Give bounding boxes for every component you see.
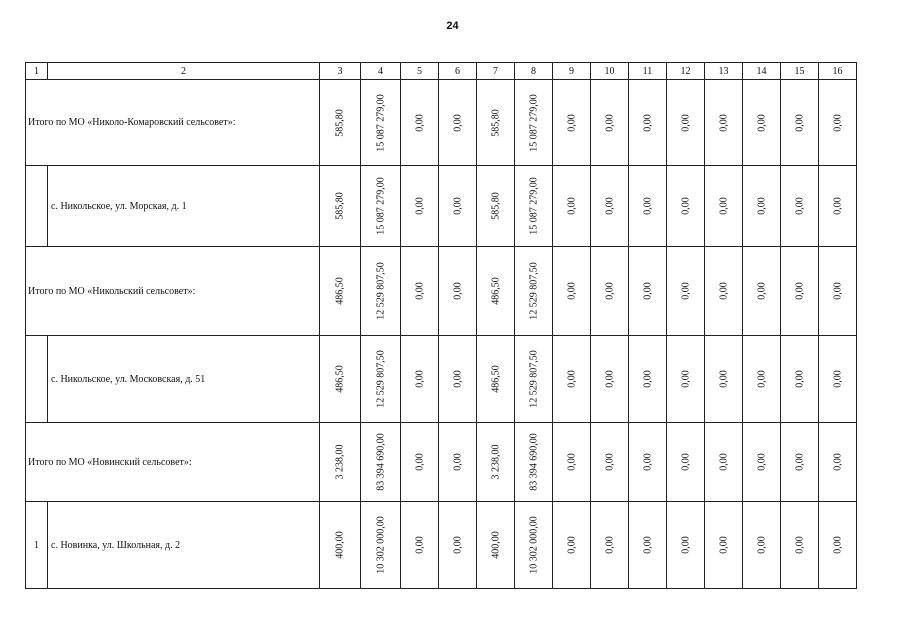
value-text: 486,50 bbox=[334, 277, 346, 305]
value-cell bbox=[477, 247, 515, 336]
value-text: 0,00 bbox=[604, 536, 615, 554]
value-text: 0,00 bbox=[642, 113, 653, 132]
column-header: 14 bbox=[743, 63, 781, 80]
value-text: 10 302 000,00 bbox=[528, 516, 539, 574]
column-header: 10 bbox=[591, 63, 629, 80]
value-text: 0,00 bbox=[756, 113, 767, 132]
table-row bbox=[26, 336, 857, 423]
row-index bbox=[26, 166, 48, 247]
value-text: 0,00 bbox=[452, 536, 463, 554]
value-cell bbox=[591, 247, 629, 336]
row-index bbox=[26, 336, 48, 423]
value-text: 3 238,00 bbox=[334, 444, 346, 480]
value-text: 0,00 bbox=[642, 197, 653, 215]
value-cell bbox=[553, 502, 591, 589]
value-cell bbox=[361, 502, 401, 589]
address-label: с. Новинка, ул. Школьная, д. 2 bbox=[51, 539, 181, 551]
value-cell bbox=[629, 166, 667, 247]
total-label: Итого по МО «Никольский сельсовет»: bbox=[28, 285, 196, 297]
value-text: 585,80 bbox=[490, 108, 501, 137]
value-cell bbox=[667, 336, 705, 423]
value-cell bbox=[320, 502, 361, 589]
value-cell bbox=[591, 423, 629, 502]
value-cell bbox=[553, 247, 591, 336]
value-text: 0,00 bbox=[566, 370, 577, 388]
value-text: 0,00 bbox=[452, 453, 463, 471]
value-text: 0,00 bbox=[794, 197, 805, 215]
value-cell bbox=[629, 247, 667, 336]
value-text: 0,00 bbox=[566, 453, 577, 471]
value-cell bbox=[553, 336, 591, 423]
column-header: 5 bbox=[401, 63, 439, 80]
value-cell bbox=[743, 423, 781, 502]
value-text: 12 529 807,50 bbox=[528, 262, 539, 320]
page-number: 24 bbox=[446, 20, 459, 32]
value-text: 400,00 bbox=[334, 531, 346, 559]
address-cell bbox=[48, 502, 320, 589]
value-text: 585,80 bbox=[334, 192, 346, 220]
value-text: 0,00 bbox=[452, 282, 463, 300]
value-text: 0,00 bbox=[680, 282, 691, 300]
data-table bbox=[25, 62, 857, 589]
value-cell bbox=[743, 502, 781, 589]
column-header: 6 bbox=[439, 63, 477, 80]
value-text: 0,00 bbox=[604, 113, 615, 132]
value-cell bbox=[819, 502, 857, 589]
value-text: 15 087 279,00 bbox=[375, 177, 386, 235]
value-cell bbox=[439, 166, 477, 247]
value-cell bbox=[320, 166, 361, 247]
value-text: 0,00 bbox=[414, 370, 425, 388]
address-cell bbox=[48, 336, 320, 423]
value-cell bbox=[705, 336, 743, 423]
value-cell bbox=[705, 247, 743, 336]
value-cell bbox=[401, 336, 439, 423]
value-text: 0,00 bbox=[642, 453, 653, 471]
value-cell bbox=[320, 336, 361, 423]
total-label: Итого по МО «Николо-Комаровский сельсовет»: bbox=[28, 117, 236, 128]
value-cell bbox=[781, 80, 819, 166]
value-cell bbox=[705, 166, 743, 247]
value-text: 0,00 bbox=[718, 536, 729, 554]
value-cell bbox=[477, 502, 515, 589]
value-cell bbox=[401, 502, 439, 589]
value-text: 0,00 bbox=[452, 370, 463, 388]
value-cell bbox=[439, 336, 477, 423]
value-text: 0,00 bbox=[680, 113, 691, 132]
value-cell bbox=[515, 423, 553, 502]
column-header: 12 bbox=[667, 63, 705, 80]
value-cell bbox=[819, 247, 857, 336]
value-text: 15 087 279,00 bbox=[528, 177, 539, 235]
value-text: 0,00 bbox=[718, 282, 729, 300]
value-text: 12 529 807,50 bbox=[375, 262, 386, 320]
column-header: 16 bbox=[819, 63, 857, 80]
value-text: 0,00 bbox=[680, 453, 691, 471]
value-cell bbox=[477, 423, 515, 502]
value-cell bbox=[401, 247, 439, 336]
row-index: 1 bbox=[26, 502, 48, 589]
column-header: 4 bbox=[361, 63, 401, 80]
value-cell bbox=[629, 336, 667, 423]
value-cell bbox=[361, 166, 401, 247]
value-cell bbox=[439, 423, 477, 502]
total-label: Итого по МО «Новинский сельсовет»: bbox=[28, 456, 192, 468]
value-text: 0,00 bbox=[832, 370, 843, 388]
total-row bbox=[26, 80, 857, 166]
value-text: 0,00 bbox=[680, 370, 691, 388]
value-cell bbox=[361, 247, 401, 336]
column-header: 9 bbox=[553, 63, 591, 80]
value-text: 0,00 bbox=[756, 282, 767, 300]
value-text: 0,00 bbox=[680, 197, 691, 215]
value-cell bbox=[667, 80, 705, 166]
value-text: 0,00 bbox=[832, 197, 843, 215]
value-text: 0,00 bbox=[718, 370, 729, 388]
value-cell bbox=[781, 502, 819, 589]
value-text: 0,00 bbox=[794, 453, 805, 471]
value-cell bbox=[629, 502, 667, 589]
value-text: 0,00 bbox=[414, 453, 425, 471]
value-cell bbox=[743, 166, 781, 247]
value-text: 0,00 bbox=[414, 282, 425, 300]
table-header-row bbox=[26, 63, 857, 80]
column-header: 7 bbox=[477, 63, 515, 80]
value-text: 15 087 279,00 bbox=[528, 93, 539, 152]
value-text: 0,00 bbox=[642, 282, 653, 300]
value-cell bbox=[591, 166, 629, 247]
value-cell bbox=[629, 423, 667, 502]
value-cell bbox=[819, 166, 857, 247]
value-cell bbox=[515, 502, 553, 589]
value-text: 10 302 000,00 bbox=[375, 516, 386, 574]
value-cell bbox=[439, 80, 477, 166]
value-cell bbox=[361, 423, 401, 502]
value-text: 0,00 bbox=[604, 453, 615, 471]
value-text: 0,00 bbox=[832, 282, 843, 300]
value-cell bbox=[439, 247, 477, 336]
value-cell bbox=[781, 423, 819, 502]
value-text: 15 087 279,00 bbox=[375, 93, 386, 152]
value-text: 0,00 bbox=[604, 197, 615, 215]
value-text: 0,00 bbox=[756, 453, 767, 471]
value-cell bbox=[553, 80, 591, 166]
value-cell bbox=[819, 336, 857, 423]
column-header: 8 bbox=[515, 63, 553, 80]
value-text: 0,00 bbox=[794, 536, 805, 554]
value-cell bbox=[781, 336, 819, 423]
value-text: 0,00 bbox=[604, 370, 615, 388]
value-text: 0,00 bbox=[794, 282, 805, 300]
column-header: 1 bbox=[26, 63, 48, 80]
column-header: 13 bbox=[705, 63, 743, 80]
value-cell bbox=[320, 80, 361, 166]
value-text: 0,00 bbox=[680, 536, 691, 554]
value-text: 12 529 807,50 bbox=[528, 350, 539, 408]
value-text: 0,00 bbox=[718, 197, 729, 215]
table-row bbox=[26, 502, 857, 589]
value-text: 486,50 bbox=[490, 277, 501, 305]
value-cell bbox=[361, 80, 401, 166]
total-label-cell bbox=[26, 423, 320, 502]
address-cell bbox=[48, 166, 320, 247]
value-cell bbox=[819, 80, 857, 166]
column-header: 3 bbox=[320, 63, 361, 80]
value-text: 0,00 bbox=[642, 370, 653, 388]
total-label-cell bbox=[26, 80, 320, 166]
value-cell bbox=[667, 502, 705, 589]
value-cell bbox=[320, 423, 361, 502]
value-cell bbox=[743, 336, 781, 423]
value-cell bbox=[515, 80, 553, 166]
value-text: 0,00 bbox=[414, 113, 425, 132]
address-label: с. Никольское, ул. Московская, д. 51 bbox=[51, 373, 206, 385]
value-cell bbox=[515, 247, 553, 336]
value-cell bbox=[591, 80, 629, 166]
total-row bbox=[26, 247, 857, 336]
value-text: 0,00 bbox=[452, 197, 463, 215]
value-cell bbox=[781, 166, 819, 247]
value-cell bbox=[629, 80, 667, 166]
value-text: 0,00 bbox=[718, 113, 729, 132]
value-text: 0,00 bbox=[718, 453, 729, 471]
value-cell bbox=[401, 423, 439, 502]
address-label: с. Никольское, ул. Морская, д. 1 bbox=[51, 200, 187, 212]
value-text: 0,00 bbox=[452, 113, 463, 132]
value-text: 0,00 bbox=[566, 197, 577, 215]
value-text: 83 394 690,00 bbox=[528, 433, 539, 491]
value-text: 0,00 bbox=[566, 282, 577, 300]
value-cell bbox=[781, 247, 819, 336]
value-text: 585,80 bbox=[490, 192, 501, 220]
value-cell bbox=[819, 423, 857, 502]
value-cell bbox=[515, 336, 553, 423]
value-cell bbox=[515, 166, 553, 247]
column-header: 15 bbox=[781, 63, 819, 80]
column-header: 11 bbox=[629, 63, 667, 80]
value-cell bbox=[361, 336, 401, 423]
total-label-cell bbox=[26, 247, 320, 336]
value-cell bbox=[477, 336, 515, 423]
value-cell bbox=[667, 423, 705, 502]
value-cell bbox=[401, 166, 439, 247]
value-text: 0,00 bbox=[414, 197, 425, 215]
value-cell bbox=[553, 166, 591, 247]
value-cell bbox=[591, 502, 629, 589]
value-text: 0,00 bbox=[566, 536, 577, 554]
value-text: 0,00 bbox=[832, 453, 843, 471]
value-cell bbox=[553, 423, 591, 502]
value-cell bbox=[401, 80, 439, 166]
value-text: 585,80 bbox=[334, 108, 346, 137]
value-text: 0,00 bbox=[794, 113, 805, 132]
value-cell bbox=[667, 247, 705, 336]
value-cell bbox=[705, 423, 743, 502]
value-text: 0,00 bbox=[642, 536, 653, 554]
table-row bbox=[26, 166, 857, 247]
value-text: 0,00 bbox=[756, 536, 767, 554]
value-cell bbox=[320, 247, 361, 336]
table-body bbox=[26, 63, 857, 589]
value-text: 3 238,00 bbox=[490, 444, 501, 480]
value-cell bbox=[743, 80, 781, 166]
value-cell bbox=[477, 166, 515, 247]
value-cell bbox=[705, 80, 743, 166]
value-text: 486,50 bbox=[490, 365, 501, 393]
value-text: 0,00 bbox=[604, 282, 615, 300]
value-text: 12 529 807,50 bbox=[375, 350, 386, 408]
value-text: 83 394 690,00 bbox=[375, 433, 386, 491]
value-text: 0,00 bbox=[756, 197, 767, 215]
column-header: 2 bbox=[48, 63, 320, 80]
value-cell bbox=[477, 80, 515, 166]
value-text: 0,00 bbox=[414, 536, 425, 554]
total-row bbox=[26, 423, 857, 502]
value-text: 400,00 bbox=[490, 531, 501, 559]
value-cell bbox=[439, 502, 477, 589]
value-text: 0,00 bbox=[832, 113, 843, 132]
value-cell bbox=[705, 502, 743, 589]
value-cell bbox=[591, 336, 629, 423]
value-text: 0,00 bbox=[756, 370, 767, 388]
value-cell bbox=[743, 247, 781, 336]
value-text: 0,00 bbox=[794, 370, 805, 388]
value-text: 0,00 bbox=[566, 113, 577, 132]
value-cell bbox=[667, 166, 705, 247]
value-text: 486,50 bbox=[334, 365, 346, 393]
value-text: 0,00 bbox=[832, 536, 843, 554]
